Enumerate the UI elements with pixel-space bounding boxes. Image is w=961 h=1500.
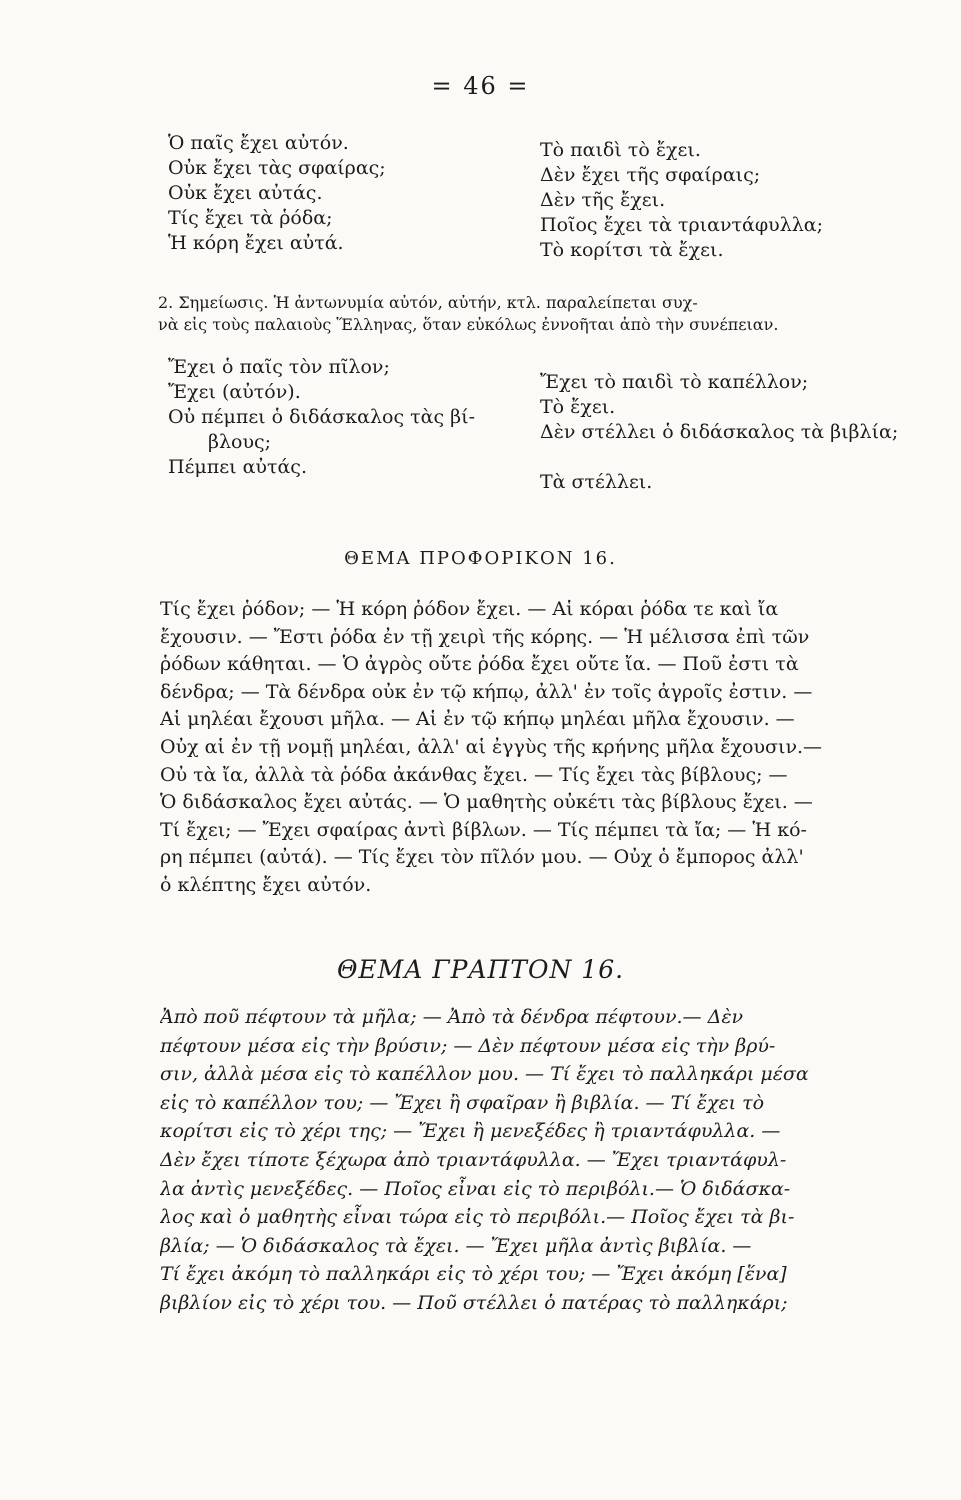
paragraph-line: πέφτουν μέσα εἰς τὴν βρύσιν; — Δὲν πέφτουν μέσα εἰς τὴν βρύ- [160, 1034, 776, 1057]
paragraph-line: Ἀπὸ ποῦ πέφτουν τὰ μῆλα; — Ἀπὸ τὰ δένδρα πέφτουν.— Δὲν [160, 1006, 744, 1028]
paragraph-line: ῥόδων κάθηται. — Ὁ ἀγρὸς οὔτε ῥόδα ἔχει οὔτε ἴα. — Ποῦ ἐστι τὰ [160, 653, 799, 676]
written-exercise-text [160, 1003, 920, 1318]
modern-line: Δὲν τῆς ἔχει. [540, 189, 666, 211]
paragraph-line: Τίς ἔχει ῥόδον; — Ἡ κόρη ῥόδον ἔχει. — Αἱ κόραι ῥόδα τε καὶ ἴα [160, 598, 779, 620]
modern-greek-column-2 [540, 370, 898, 495]
paragraph-line: σιν, ἀλλὰ μέσα εἰς τὸ καπέλλον μου. — Τί ἔχει τὸ παλληκάρι μέσα [160, 1063, 809, 1086]
note-line: 2. Σημείωσις. Ἡ ἀντωνυμία αὐτόν, αὐτήν, κτλ. παραλείπεται συχ- [158, 293, 698, 312]
paragraph-line: Οὐ τὰ ἴα, ἀλλὰ τὰ ῥόδα ἀκάνθας ἔχει. — Τίς ἔχει τὰς βίβλους; — [160, 763, 788, 786]
oral-exercise-text [160, 596, 920, 900]
ancient-greek-column-2 [168, 355, 475, 480]
ancient-line: Πέμπει αὐτάς. [168, 456, 307, 478]
grammar-note [158, 292, 928, 336]
paragraph-line: Ὁ διδάσκαλος ἔχει αὐτάς. — Ὁ μαθητὴς οὐκέτι τὰς βίβλους ἔχει. — [160, 791, 813, 814]
ancient-line: Ἡ κόρη ἔχει αὐτά. [168, 232, 344, 254]
modern-line: Δὲν ἔχει τῆς σφαίραις; [540, 164, 761, 186]
ancient-line: Τίς ἔχει τὰ ῥόδα; [168, 207, 333, 229]
ancient-line: Οὐ πέμπει ὁ διδάσκαλος τὰς βί- [168, 406, 476, 428]
modern-line: Τὰ στέλλει. [540, 471, 653, 493]
ancient-line: Οὐκ ἔχει τὰς σφαίρας; [168, 157, 386, 179]
ancient-line: Οὐκ ἔχει αὐτάς. [168, 182, 323, 204]
paragraph-line: κορίτσι εἰς τὸ χέρι της; — Ἔχει ἢ μενεξέδες ἢ τριαντάφυλλα. — [160, 1120, 781, 1143]
paragraph-line: Τί ἔχει; — Ἔχει σφαίρας ἀντὶ βίβλων. — Τίς πέμπει τὰ ἴα; — Ἡ κό- [160, 818, 807, 841]
modern-line: Τὸ παιδὶ τὸ ἔχει. [540, 139, 701, 161]
paragraph-line: δένδρα; — Τὰ δένδρα οὐκ ἐν τῷ κήπῳ, ἀλλ' ἐν τοῖς ἀγροῖς ἐστιν. — [160, 680, 813, 703]
paragraph-line: Αἱ μηλέαι ἔχουσι μῆλα. — Αἱ ἐν τῷ κήπῳ μηλέαι μῆλα ἔχουσιν. — [160, 708, 795, 731]
page-number: = 46 = [431, 72, 530, 100]
paragraph-line: εἰς τὸ καπέλλον του; — Ἔχει ἢ σφαῖραν ἢ βιβλία. — Τί ἔχει τὸ [160, 1091, 765, 1114]
modern-line: Ποῖος ἔχει τὰ τριαντάφυλλα; [540, 214, 824, 236]
paragraph-line: βιβλίον εἰς τὸ χέρι του. — Ποῦ στέλλει ὁ πατέρας τὸ παλληκάρι; [160, 1291, 788, 1314]
ancient-line: Ὁ παῖς ἔχει αὐτόν. [168, 132, 349, 154]
paragraph-line: ρη πέμπει (αὐτά). — Τίς ἔχει τὸν πῖλόν μου. — Οὐχ ὁ ἔμπορος ἀλλ' [160, 846, 804, 869]
paragraph-line: λα ἀντὶς μενεξέδες. — Ποῖος εἶναι εἰς τὸ περιβόλι.— Ὁ διδάσκα- [160, 1177, 791, 1200]
modern-line: Τὸ κορίτσι τὰ ἔχει. [540, 239, 724, 261]
ancient-line: Ἔχει ὁ παῖς τὸν πῖλον; [168, 356, 390, 378]
modern-line: Ἔχει τὸ παιδὶ τὸ καπέλλον; [540, 371, 809, 393]
modern-line: Δὲν στέλλει ὁ διδάσκαλος τὰ βιβλία; [540, 421, 899, 443]
paragraph-line: ἔχουσιν. — Ἔστι ῥόδα ἐν τῇ χειρὶ τῆς κόρης. — Ἡ μέλισσα ἐπὶ τῶν [160, 625, 810, 648]
note-line: νὰ εἰς τοὺς παλαιοὺς Ἕλληνας, ὅταν εὐκόλως ἐννοῆται ἀπὸ τὴν συνέπειαν. [158, 315, 779, 334]
written-exercise-heading: ΘΕΜΑ ΓΡΑΠΤΟΝ 16. [336, 955, 625, 984]
paragraph-line: βλία; — Ὁ διδάσκαλος τὰ ἔχει. — Ἔχει μῆλα ἀντὶς βιβλία. — [160, 1234, 752, 1257]
paragraph-line: Οὐχ αἱ ἐν τῇ νομῇ μηλέαι, ἀλλ' αἱ ἐγγὺς τῆς κρήνης μῆλα ἔχουσιν.— [160, 735, 823, 758]
paragraph-line: λος καὶ ὁ μαθητὴς εἶναι τώρα εἰς τὸ περιβόλι.— Ποῖος ἔχει τὰ βι- [160, 1206, 795, 1229]
ancient-line: βλους; [208, 431, 272, 453]
paragraph-line: ὁ κλέπτης ἔχει αὐτόν. [160, 873, 372, 896]
paragraph-line: Τί ἔχει ἀκόμη τὸ παλληκάρι εἰς τὸ χέρι του; — Ἔχει ἀκόμη [ἕνα] [160, 1263, 787, 1286]
modern-line: Τὸ ἔχει. [540, 396, 616, 418]
ancient-greek-column-1 [168, 131, 386, 256]
oral-exercise-heading: ΘΕΜΑ ΠΡΟΦΟΡΙΚΟΝ 16. [344, 548, 617, 569]
modern-greek-column-1 [540, 138, 823, 263]
paragraph-line: Δὲν ἔχει τίποτε ξέχωρα ἀπὸ τριαντάφυλλα. — Ἔχει τριαντάφυλ- [160, 1148, 787, 1171]
ancient-line: Ἔχει (αὐτόν). [168, 381, 301, 403]
modern-line [540, 445, 898, 470]
